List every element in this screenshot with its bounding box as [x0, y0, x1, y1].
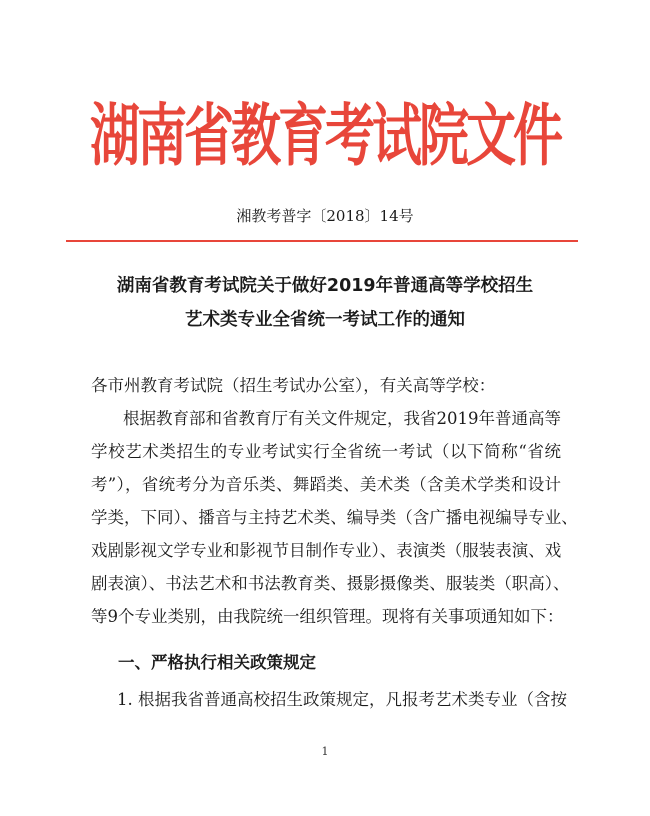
paragraph-1-line-4: 学类，下同）、播音与主持艺术类、编导类（含广播电视编导专业、 — [91, 508, 578, 527]
notice-title-line-1: 湖南省教育考试院关于做好2019年普通高等学校招生 — [116, 276, 534, 296]
red-divider-rule — [66, 240, 578, 242]
masthead-title: 湖南省教育考试院文件 — [90, 96, 560, 176]
page-number: 1 — [321, 745, 329, 758]
paragraph-1-line-5: 戏剧影视文学专业和影视节目制作专业）、表演类（服装表演、戏 — [91, 541, 562, 560]
notice-title-line-2: 艺术类专业全省统一考试工作的通知 — [185, 310, 465, 330]
document-number: 湘教考普字〔2018〕14号 — [236, 207, 414, 225]
paragraph-1-line-7: 等9个专业类别，由我院统一组织管理。现将有关事项通知如下： — [91, 607, 564, 626]
section-1-heading: 一、严格执行相关政策规定 — [118, 653, 316, 672]
paragraph-1-line-6: 剧表演）、书法艺术和书法教育类、摄影摄像类、服装类（职高）、 — [91, 574, 570, 593]
paragraph-1-line-2: 学校艺术类招生的专业考试实行全省统一考试（以下简称“省统 — [91, 442, 561, 461]
paragraph-1-line-3: 考”），省统考分为音乐类、舞蹈类、美术类（含美术学类和设计 — [91, 475, 561, 494]
paragraph-1-line-1: 根据教育部和省教育厅有关文件规定，我省2019年普通高等 — [123, 409, 561, 428]
item-1-text: 1. 根据我省普通高校招生政策规定，凡报考艺术类专业（含按 — [117, 690, 567, 709]
salutation: 各市州教育考试院（招生考试办公室），有关高等学校： — [91, 376, 496, 395]
